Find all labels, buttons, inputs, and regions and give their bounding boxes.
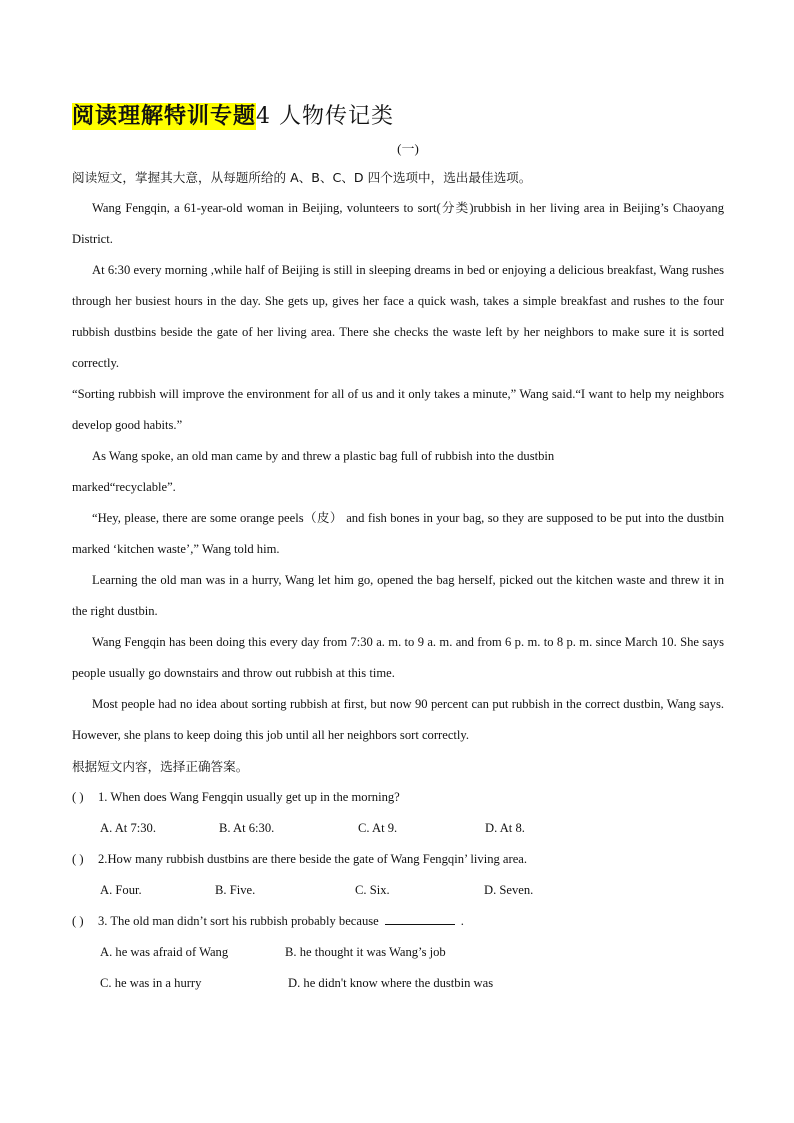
passage-paragraph: “Hey, please, there are some orange peels（皮） and fish bones in your bag, so they are supposed to be put into the dustbin marked ‘kitchen waste’,” Wang told him.: [72, 511, 724, 556]
question-2: [72, 844, 724, 875]
option-d: D. Seven.: [484, 883, 534, 897]
option-a: A. At 7:30.: [100, 821, 156, 835]
option-a: A. he was afraid of Wang: [100, 945, 229, 959]
passage-paragraph: marked“recyclable”.: [72, 480, 176, 494]
question-2-options: [72, 875, 724, 906]
fill-in-blank: [385, 910, 455, 925]
option-d: D. At 8.: [485, 821, 525, 835]
question-text: 3. The old man didn’t sort his rubbish probably because: [98, 914, 379, 928]
passage-paragraph: Wang Fengqin has been doing this every day from 7:30 a. m. to 9 a. m. and from 6 p. m. to 8 p. m. since March 10. She says people usually go downstairs and throw out rubbish at this time.: [72, 635, 724, 680]
option-b: B. he thought it was Wang’s job: [285, 945, 446, 959]
instruction: 阅读短文，掌握其大意，从每题所给的 A、B、C、D 四个选项中，选出最佳选项。: [72, 170, 532, 185]
title-highlight: 阅读理解特训专题: [72, 104, 257, 129]
option-a: A. Four.: [100, 883, 142, 897]
question-text-end: .: [460, 914, 464, 928]
option-d: D. he didn't know where the dustbin was: [288, 976, 494, 990]
section-number: (一): [397, 141, 419, 156]
answer-blank[interactable]: ( ): [72, 790, 84, 804]
passage-paragraph: “Sorting rubbish will improve the environment for all of us and it only takes a minute,” Wang said.“I want to help my neighbors develop good habits.”: [72, 387, 724, 432]
question-1-options: [72, 813, 724, 844]
passage-paragraph: Learning the old man was in a hurry, Wang let him go, opened the bag herself, picked out the kitchen waste and threw it in the right dustbin.: [72, 573, 724, 618]
option-c: C. At 9.: [358, 821, 398, 835]
answer-blank[interactable]: ( ): [72, 914, 84, 928]
title-rest: 4 人物传记类: [256, 104, 395, 129]
question-1: [72, 782, 724, 813]
passage-paragraph: At 6:30 every morning ,while half of Beijing is still in sleeping dreams in bed or enjoying a delicious breakfast, Wang rushes through her busiest hours in the day. She gets up, gives her face a quick wash, takes a simple breakfast and rushes to the four rubbish dustbins beside the gate of her living area. There she checks the waste left by her neighbors to make sure it is sorted correctly.: [72, 263, 724, 370]
questions-instruction: 根据短文内容，选择正确答案。: [72, 759, 249, 774]
passage-paragraph: Wang Fengqin, a 61-year-old woman in Beijing, volunteers to sort(分类)rubbish in her living area in Beijing’s Chaoyang District.: [72, 201, 724, 246]
page-title: [72, 96, 724, 136]
answer-blank[interactable]: ( ): [72, 852, 84, 866]
passage-paragraph: Most people had no idea about sorting rubbish at first, but now 90 percent can put rubbish in the correct dustbin, Wang says. However, she plans to keep doing this job until all her neighbors sort correctly.: [72, 697, 724, 742]
question-text: 2.How many rubbish dustbins are there beside the gate of Wang Fengqin’ living area.: [98, 852, 528, 866]
question-text: 1. When does Wang Fengqin usually get up in the morning?: [98, 790, 400, 804]
passage-paragraph: As Wang spoke, an old man came by and threw a plastic bag full of rubbish into the dustbin: [92, 449, 555, 463]
document-page: [72, 96, 724, 999]
option-c: C. he was in a hurry: [100, 976, 202, 990]
question-3: [72, 906, 724, 937]
option-c: C. Six.: [355, 883, 390, 897]
option-b: B. At 6:30.: [219, 821, 275, 835]
option-b: B. Five.: [215, 883, 256, 897]
question-3-options-row-2: [72, 968, 724, 999]
question-3-options-row-1: [72, 937, 724, 968]
